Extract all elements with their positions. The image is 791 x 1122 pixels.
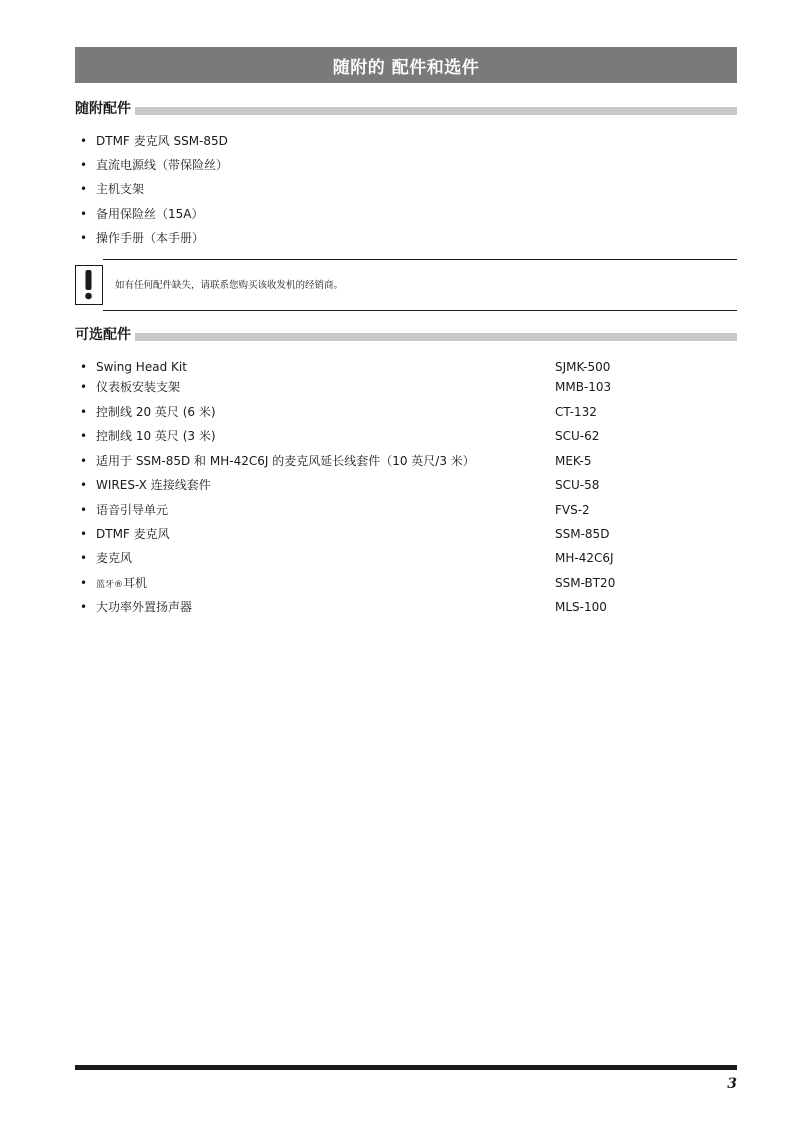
bullet-icon: • <box>80 551 88 565</box>
bullet-icon: • <box>80 158 88 172</box>
item-code: SCU-62 <box>555 429 600 443</box>
page-title-bar <box>75 47 737 83</box>
bullet-icon: • <box>80 380 88 394</box>
section-heading-optional <box>75 327 737 345</box>
item-name: Swing Head Kit <box>96 360 187 374</box>
item-name: DTMF 麦克风 <box>96 527 170 541</box>
bullet-icon: • <box>80 231 88 245</box>
item-name: 仪表板安装支架 <box>96 380 181 394</box>
bullet-icon: • <box>80 454 88 468</box>
item-name: 蓝牙®耳机 <box>96 576 148 590</box>
bullet-icon: • <box>80 134 88 148</box>
bullet-icon: • <box>80 405 88 419</box>
item-name: 控制线 20 英尺 (6 米) <box>96 405 216 419</box>
item-name: 大功率外置扬声器 <box>96 600 193 614</box>
item-code: SSM-85D <box>555 527 610 541</box>
bullet-icon: • <box>80 182 88 196</box>
bullet-icon: • <box>80 527 88 541</box>
footer-rule <box>75 1065 737 1070</box>
item-code: CT-132 <box>555 405 597 419</box>
section-rule <box>75 333 737 341</box>
bullet-icon: • <box>80 429 88 443</box>
exclamation-icon <box>75 265 103 305</box>
page-title: 随附的 配件和选件 <box>332 57 480 78</box>
item-name: 麦克风 <box>96 551 133 565</box>
section-rule <box>75 107 737 115</box>
item-name: WIRES-X 连接线套件 <box>96 478 211 492</box>
item-code: SJMK-500 <box>555 360 611 374</box>
bullet-icon: • <box>80 503 88 517</box>
note-text: 如有任何配件缺失，请联系您购买该收发机的经销商。 <box>115 280 344 291</box>
bullet-icon: • <box>80 576 88 590</box>
item-code: MH-42C6J <box>555 551 614 565</box>
bullet-icon: • <box>80 207 88 221</box>
item-code: MLS-100 <box>555 600 607 614</box>
item-name: 适用于 SSM-85D 和 MH-42C6J 的麦克风延长线套件（10 英尺/3 米） <box>96 454 475 468</box>
item-code: FVS-2 <box>555 503 590 517</box>
bullet-icon: • <box>80 478 88 492</box>
item-code: SSM-BT20 <box>555 576 616 590</box>
section-heading-label: 随附配件 <box>75 100 135 118</box>
bullet-icon: • <box>80 600 88 614</box>
note-rule-bottom <box>103 310 737 311</box>
item-code: MMB-103 <box>555 380 612 394</box>
note-rule-top <box>103 259 737 260</box>
section-heading-label: 可选配件 <box>75 326 135 344</box>
item-name: 语音引导单元 <box>96 503 169 517</box>
bluetooth-label: 蓝牙® <box>96 580 124 590</box>
section-heading-supplied <box>75 101 737 119</box>
item-code: MEK-5 <box>555 454 592 468</box>
item-name: 控制线 10 英尺 (3 米) <box>96 429 216 443</box>
bullet-icon: • <box>80 360 88 374</box>
page-number: 3 <box>727 1076 737 1092</box>
item-code: SCU-58 <box>555 478 600 492</box>
